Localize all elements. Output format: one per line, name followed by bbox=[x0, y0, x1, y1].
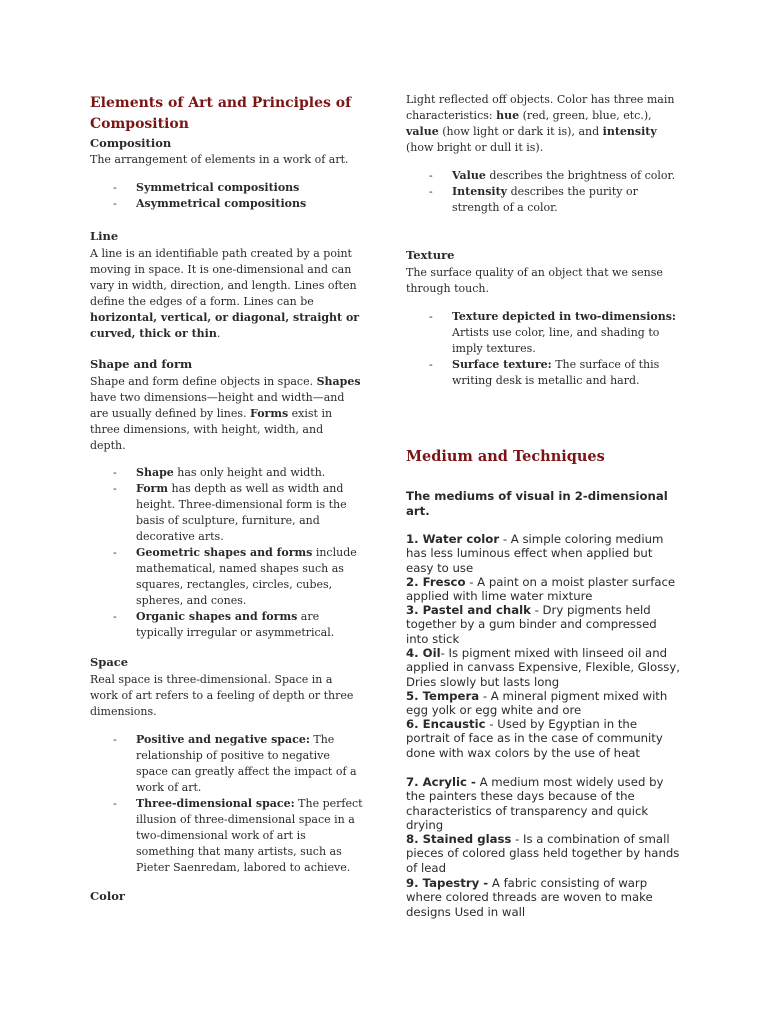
space-list bbox=[113, 732, 363, 876]
list-item: - Intensity describes the purity or strength of a color. bbox=[429, 184, 679, 216]
list-item: 5. Tempera - A mineral pigment mixed with egg yolk or egg white and ore bbox=[406, 689, 668, 718]
list-item: 7. Acrylic - A medium most widely used by the painters these days because of the characteristics of transparency and quick drying bbox=[406, 775, 664, 832]
list-item: - Shape has only height and width. bbox=[113, 465, 363, 481]
list-item: - Surface texture: The surface of this writing desk is metallic and hard. bbox=[429, 357, 679, 389]
list-item: 8. Stained glass - Is a combination of small pieces of colored glass held together by hands of lead bbox=[406, 832, 680, 875]
list-item: - Texture depicted in two-dimensions: Artists use color, line, and shading to imply textures. bbox=[429, 309, 679, 357]
texture-heading: Texture bbox=[406, 248, 455, 262]
list-item: - Geometric shapes and forms include mathematical, named shapes such as squares, rectangles, circles, cubes, spheres, and cones. bbox=[113, 545, 363, 609]
space-heading: Space bbox=[90, 655, 129, 669]
texture-text: The surface quality of an object that we sense through touch. bbox=[406, 266, 663, 295]
list-item: 3. Pastel and chalk - Dry pigments held together by a gum binder and compressed into stick bbox=[406, 603, 657, 646]
shape-text: Shape and form define objects in space. Shapes have two dimensions—height and width—and are usually defined by lines. Forms exist in three dimensions, with height, width, and depth. bbox=[90, 375, 361, 452]
list-item: - Form has depth as well as width and height. Three-dimensional form is the basis of sculpture, furniture, and decorative arts. bbox=[113, 481, 363, 545]
list-item: 6. Encaustic - Used by Egyptian in the portrait of face as in the case of community done with wax colors by the use of heat bbox=[406, 717, 663, 760]
document-title: Elements of Art and Principles of Composition bbox=[90, 95, 352, 132]
list-item: - Value describes the brightness of color. bbox=[429, 168, 679, 184]
composition-heading: Composition bbox=[90, 136, 172, 150]
list-item: - Organic shapes and forms are typically irregular or asymmetrical. bbox=[113, 609, 363, 641]
line-text: A line is an identifiable path created by a point moving in space. It is one-dimensional and can vary in width, direction, and length. Lines often define the edges of a form. Lines can be horizontal, vertical, or diagonal, straight or curved, thick or thin. bbox=[90, 247, 360, 340]
shape-heading: Shape and form bbox=[90, 357, 193, 371]
color-list bbox=[429, 168, 679, 216]
list-item: 9. Tapestry - A fabric consisting of warp where colored threads are woven to make designs Used in wall bbox=[406, 876, 653, 919]
list-item: 4. Oil- Is pigment mixed with linseed oil and applied in canvass Expensive, Flexible, Glossy, Dries slowly but lasts long bbox=[406, 646, 681, 689]
shape-list bbox=[113, 465, 363, 641]
list-item: - Positive and negative space: The relationship of positive to negative space can greatly affect the impact of a work of art. bbox=[113, 732, 363, 796]
composition-list bbox=[113, 180, 363, 212]
composition-text: The arrangement of elements in a work of art. bbox=[90, 153, 349, 166]
list-item: - Symmetrical compositions bbox=[113, 180, 363, 196]
list-item: - Asymmetrical compositions bbox=[113, 196, 363, 212]
color-heading: Color bbox=[90, 889, 125, 903]
color-text: Light reflected off objects. Color has three main characteristics: hue (red, green, blue, etc.), value (how light or dark it is), and intensity (how bright or dull it is). bbox=[406, 93, 675, 154]
medium-subtitle: The mediums of visual in 2-dimensional art. bbox=[406, 489, 668, 518]
medium-title: Medium and Techniques bbox=[406, 448, 605, 465]
line-heading: Line bbox=[90, 229, 119, 243]
list-item: 2. Fresco - A paint on a moist plaster surface applied with lime water mixture bbox=[406, 575, 676, 604]
list-item: 1. Water color - A simple coloring medium has less luminous effect when applied but easy to use bbox=[406, 532, 664, 575]
texture-list bbox=[429, 309, 679, 389]
space-text: Real space is three-dimensional. Space in a work of art refers to a feeling of depth or three dimensions. bbox=[90, 673, 354, 718]
list-item: - Three-dimensional space: The perfect illusion of three-dimensional space in a two-dimensional work of art is something that many artists, such as Pieter Saenredam, labored to achieve. bbox=[113, 796, 363, 876]
